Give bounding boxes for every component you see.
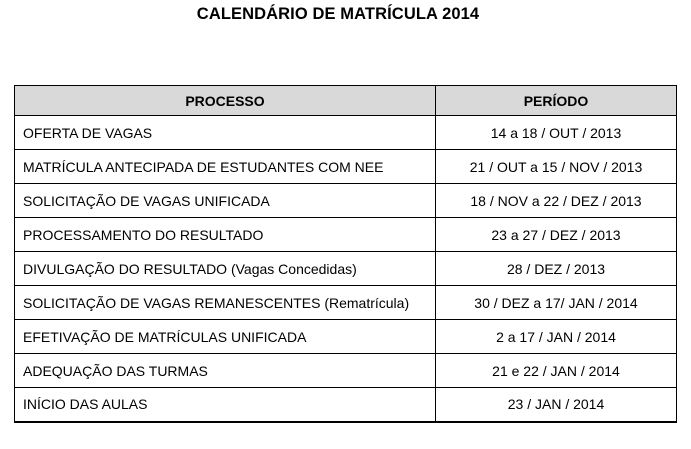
processo-cell: EFETIVAÇÃO DE MATRÍCULAS UNIFICADA [15,320,436,354]
table-row [15,150,677,184]
table-row [15,116,677,150]
table-row [15,388,677,422]
table-row [15,184,677,218]
column-header-processo: PROCESSO [15,86,436,116]
periodo-cell: 18 / NOV a 22 / DEZ / 2013 [436,184,677,218]
table-header-row [15,86,677,116]
table-row [15,320,677,354]
table-row [15,354,677,388]
table-row [15,218,677,252]
enrollment-calendar-table [14,85,677,423]
column-header-periodo: PERÍODO [436,86,677,116]
processo-cell: SOLICITAÇÃO DE VAGAS UNIFICADA [15,184,436,218]
periodo-cell: 14 a 18 / OUT / 2013 [436,116,677,150]
periodo-cell: 21 / OUT a 15 / NOV / 2013 [436,150,677,184]
periodo-cell: 23 a 27 / DEZ / 2013 [436,218,677,252]
periodo-cell: 2 a 17 / JAN / 2014 [436,320,677,354]
page-title: CALENDÁRIO DE MATRÍCULA 2014 [196,5,480,23]
periodo-cell: 30 / DEZ a 17/ JAN / 2014 [436,286,677,320]
periodo-cell: 21 e 22 / JAN / 2014 [436,354,677,388]
processo-cell: SOLICITAÇÃO DE VAGAS REMANESCENTES (Rematrícula) [15,286,436,320]
periodo-cell: 23 / JAN / 2014 [436,388,677,422]
table-row [15,286,677,320]
processo-cell: INÍCIO DAS AULAS [15,388,436,422]
processo-cell: DIVULGAÇÃO DO RESULTADO (Vagas Concedidas) [15,252,436,286]
processo-cell: MATRÍCULA ANTECIPADA DE ESTUDANTES COM NEE [15,150,436,184]
periodo-cell: 28 / DEZ / 2013 [436,252,677,286]
processo-cell: ADEQUAÇÃO DAS TURMAS [15,354,436,388]
processo-cell: PROCESSAMENTO DO RESULTADO [15,218,436,252]
table-row [15,252,677,286]
processo-cell: OFERTA DE VAGAS [15,116,436,150]
